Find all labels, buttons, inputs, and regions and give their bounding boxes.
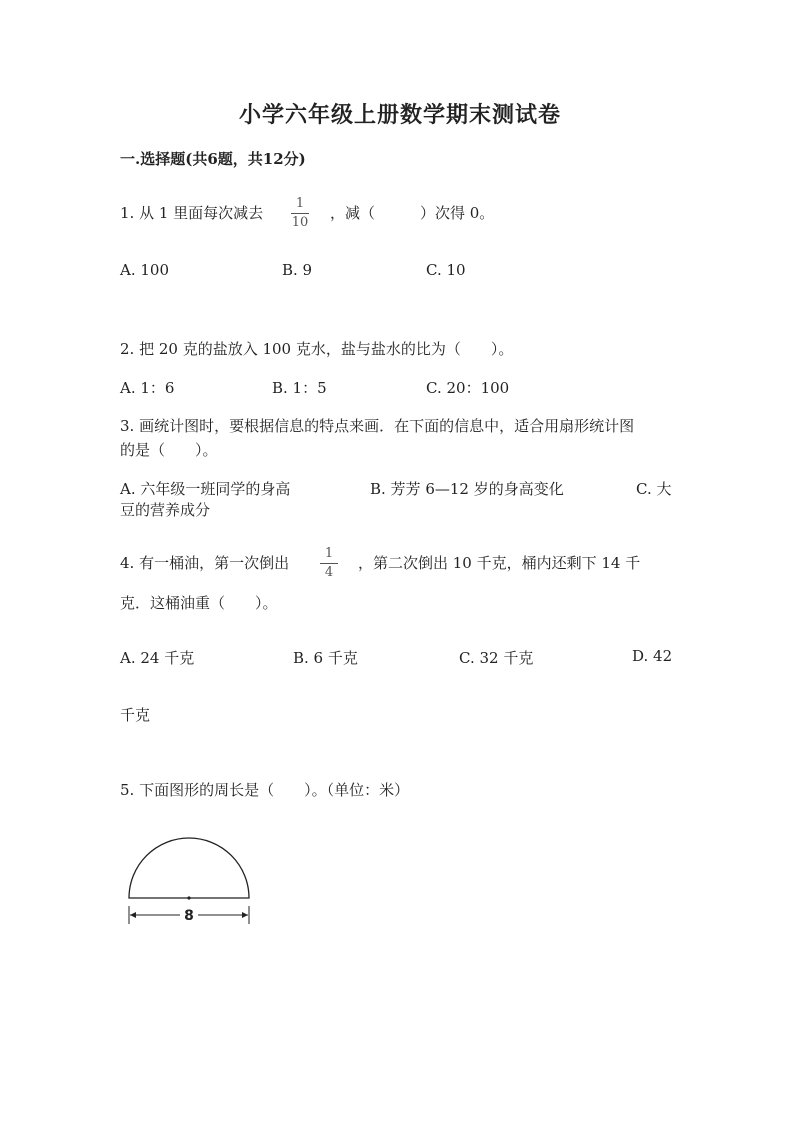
question-1-text-after: ，减（ ）次得 0。 xyxy=(330,204,495,222)
page-title: 小学六年级上册数学期末测试卷 xyxy=(238,102,561,128)
question-4-text: 4. 有一桶油，第一次倒出 xyxy=(120,554,290,572)
question-3-option-a: A. 六年级一班同学的身高 xyxy=(120,480,291,498)
arrow-left-icon xyxy=(130,912,136,918)
question-3-text-line2: 的是（ ）。 xyxy=(120,441,218,459)
dimension-label: 8 xyxy=(184,908,194,924)
question-1-option-c: C. 10 xyxy=(426,261,466,279)
question-2-text: 2. 把 20 克的盐放入 100 克水，盐与盐水的比为（ ）。 xyxy=(120,340,514,358)
question-1-option-a: A. 100 xyxy=(120,261,169,279)
question-2-option-c: C. 20：100 xyxy=(426,379,510,397)
question-3-option-b: B. 芳芳 6—12 岁的身高变化 xyxy=(370,480,564,498)
question-1-option-b: B. 9 xyxy=(282,261,313,279)
fraction-bar xyxy=(291,213,309,214)
question-4-option-a: A. 24 千克 xyxy=(120,649,195,667)
question-4-option-b: B. 6 千克 xyxy=(293,649,358,667)
question-3-text-line1: 3. 画统计图时，要根据信息的特点来画．在下面的信息中，适合用扇形统计图 xyxy=(120,417,635,435)
fraction-denominator: 4 xyxy=(324,565,334,580)
question-4-fraction xyxy=(318,546,340,581)
fraction-denominator: 10 xyxy=(291,215,309,230)
question-2-option-a: A. 1：6 xyxy=(120,379,175,397)
fraction-bar xyxy=(320,563,338,564)
question-5-text: 5. 下面图形的周长是（ ）。（单位：米） xyxy=(120,781,410,799)
question-4-option-c: C. 32 千克 xyxy=(459,649,534,667)
question-4-text-line2: 克．这桶油重（ ）。 xyxy=(120,594,278,612)
fraction-numerator: 1 xyxy=(324,546,334,561)
question-4-text-after: ，第二次倒出 10 千克，桶内还剩下 14 千 xyxy=(358,554,641,572)
question-3-option-c: C. 大 xyxy=(636,480,672,498)
fraction-numerator: 1 xyxy=(295,196,305,211)
center-point xyxy=(187,896,190,899)
semicircle-shape xyxy=(129,838,249,898)
question-2-option-b: B. 1：5 xyxy=(272,379,327,397)
arrow-right-icon xyxy=(242,912,248,918)
question-1-text: 1. 从 1 里面每次减去 xyxy=(120,204,264,222)
question-3-option-c-wrap: 豆的营养成分 xyxy=(120,501,211,519)
semicircle-figure xyxy=(120,830,260,930)
section-heading: 一.选择题(共6题，共12分) xyxy=(120,150,306,168)
question-4-option-d-wrap: 千克 xyxy=(120,706,151,724)
question-4-option-d: D. 42 xyxy=(632,647,673,665)
question-1-fraction xyxy=(289,196,311,231)
